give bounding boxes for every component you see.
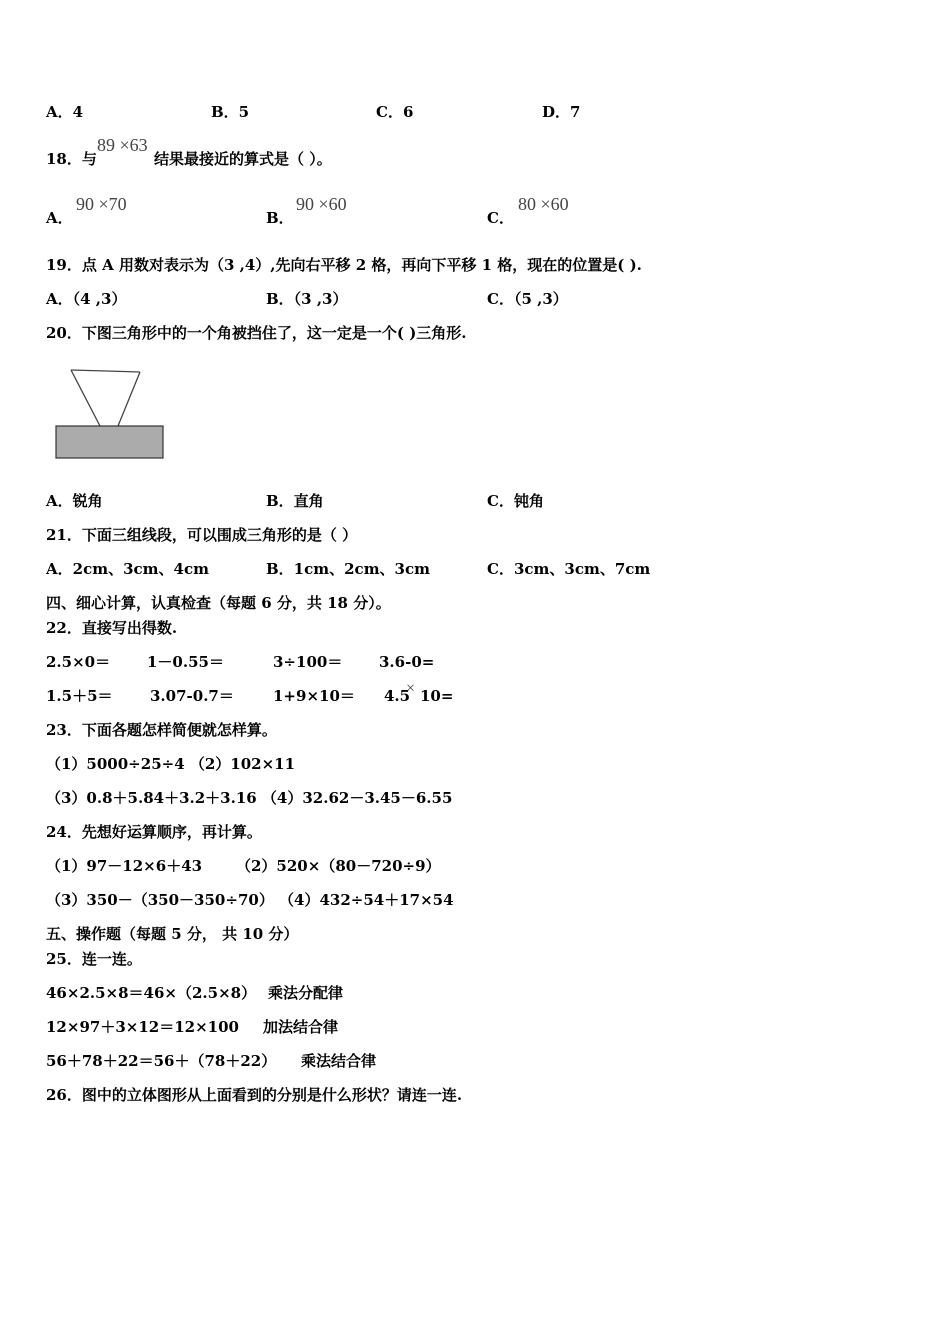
- q25-expression: 56＋78＋22＝56＋（78＋22）: [46, 1052, 277, 1070]
- q18-option-b-expr: 90 ×60: [296, 194, 347, 214]
- q18-option-b-label: B．: [266, 209, 294, 227]
- q17-option-a: A．4: [46, 103, 84, 121]
- q22-item: 1－0.55＝: [147, 653, 224, 671]
- q22-item: 3.07-0.7＝: [150, 687, 234, 705]
- q20-option-c: C．钝角: [487, 492, 544, 510]
- q23-line-1: （1）5000÷25÷4 （2）102×11: [46, 755, 296, 773]
- q19-option-b: B．（3 ,3）: [266, 290, 348, 308]
- q19-option-a: A．（4 ,3）: [46, 290, 127, 308]
- triangle-top-side: [71, 370, 140, 372]
- q18-option-a-label: A．: [46, 209, 73, 227]
- q25-law: 乘法结合律: [301, 1052, 377, 1070]
- q25-law: 乘法分配律: [268, 984, 344, 1002]
- multiply-sign: ×: [406, 680, 416, 697]
- q22-item: 1+9×10＝: [273, 687, 355, 705]
- q24-item-1: （1）97－12×6＋43: [46, 857, 203, 875]
- q20-stem: 20．下图三角形中的一个角被挡住了，这一定是一个( )三角形.: [46, 324, 467, 342]
- q21-option-a: A．2cm、3cm、4cm: [46, 560, 209, 578]
- q22-item: 1.5＋5＝: [46, 687, 113, 705]
- q26-stem: 26．图中的立体图形从上面看到的分别是什么形状？请连一连.: [46, 1086, 463, 1104]
- q18-prefix: 18．与: [46, 150, 97, 168]
- q22-item: 3÷100＝: [273, 653, 343, 671]
- q22-item: 10=: [420, 687, 454, 705]
- covering-rectangle: [56, 426, 163, 458]
- q21-option-b: B．1cm、2cm、3cm: [266, 560, 431, 578]
- q23-stem: 23．下面各题怎样简便就怎样算。: [46, 721, 277, 739]
- q19-stem: 19．点 A 用数对表示为（3 ,4）,先向右平移 2 格，再向下平移 1 格，现在的位置是( ).: [46, 256, 642, 274]
- q17-option-d: D．7: [542, 103, 581, 121]
- q21-option-c: C．3cm、3cm、7cm: [487, 560, 651, 578]
- q18-option-c-label: C．: [487, 209, 514, 227]
- q24-item-2: （2）520×（80－720÷9）: [236, 857, 441, 875]
- q18-suffix: 结果最接近的算式是（ ）。: [154, 150, 332, 168]
- section-4-heading: 四、细心计算，认真检查（每题 6 分，共 18 分）。: [46, 594, 391, 612]
- q18-option-a-expr: 90 ×70: [76, 194, 127, 214]
- q24-line-2: （3）350－（350－350÷70） （4）432÷54＋17×54: [46, 891, 454, 909]
- q21-stem: 21．下面三组线段，可以围成三角形的是（ ）: [46, 526, 358, 544]
- triangle-left-side: [71, 370, 100, 426]
- triangle-right-side: [118, 372, 140, 426]
- q22-item: 3.6-0=: [379, 653, 435, 671]
- q23-line-2: （3）0.8＋5.84＋3.2＋3.16 （4）32.62－3.45－6.55: [46, 789, 453, 807]
- q17-option-c: C．6: [376, 103, 414, 121]
- q20-option-b: B．直角: [266, 492, 324, 510]
- q18-expression: 89 ×63: [97, 135, 148, 155]
- section-5-heading: 五、操作题（每题 5 分， 共 10 分）: [46, 925, 299, 943]
- q25-expression: 12×97＋3×12＝12×100: [46, 1018, 239, 1036]
- q25-stem: 25．连一连。: [46, 950, 142, 968]
- q17-option-b: B．5: [211, 103, 250, 121]
- q22-item: 4.5: [384, 687, 411, 705]
- q18-option-c-expr: 80 ×60: [518, 194, 569, 214]
- q25-expression: 46×2.5×8＝46×（2.5×8）: [46, 984, 257, 1002]
- q20-option-a: A．锐角: [46, 492, 103, 510]
- q19-option-c: C．（5 ,3）: [487, 290, 568, 308]
- q20-triangle-figure: [50, 364, 170, 464]
- q25-law: 加法结合律: [263, 1018, 339, 1036]
- q24-stem: 24．先想好运算顺序，再计算。: [46, 823, 262, 841]
- q22-item: 2.5×0＝: [46, 653, 111, 671]
- q22-stem: 22．直接写出得数.: [46, 619, 178, 637]
